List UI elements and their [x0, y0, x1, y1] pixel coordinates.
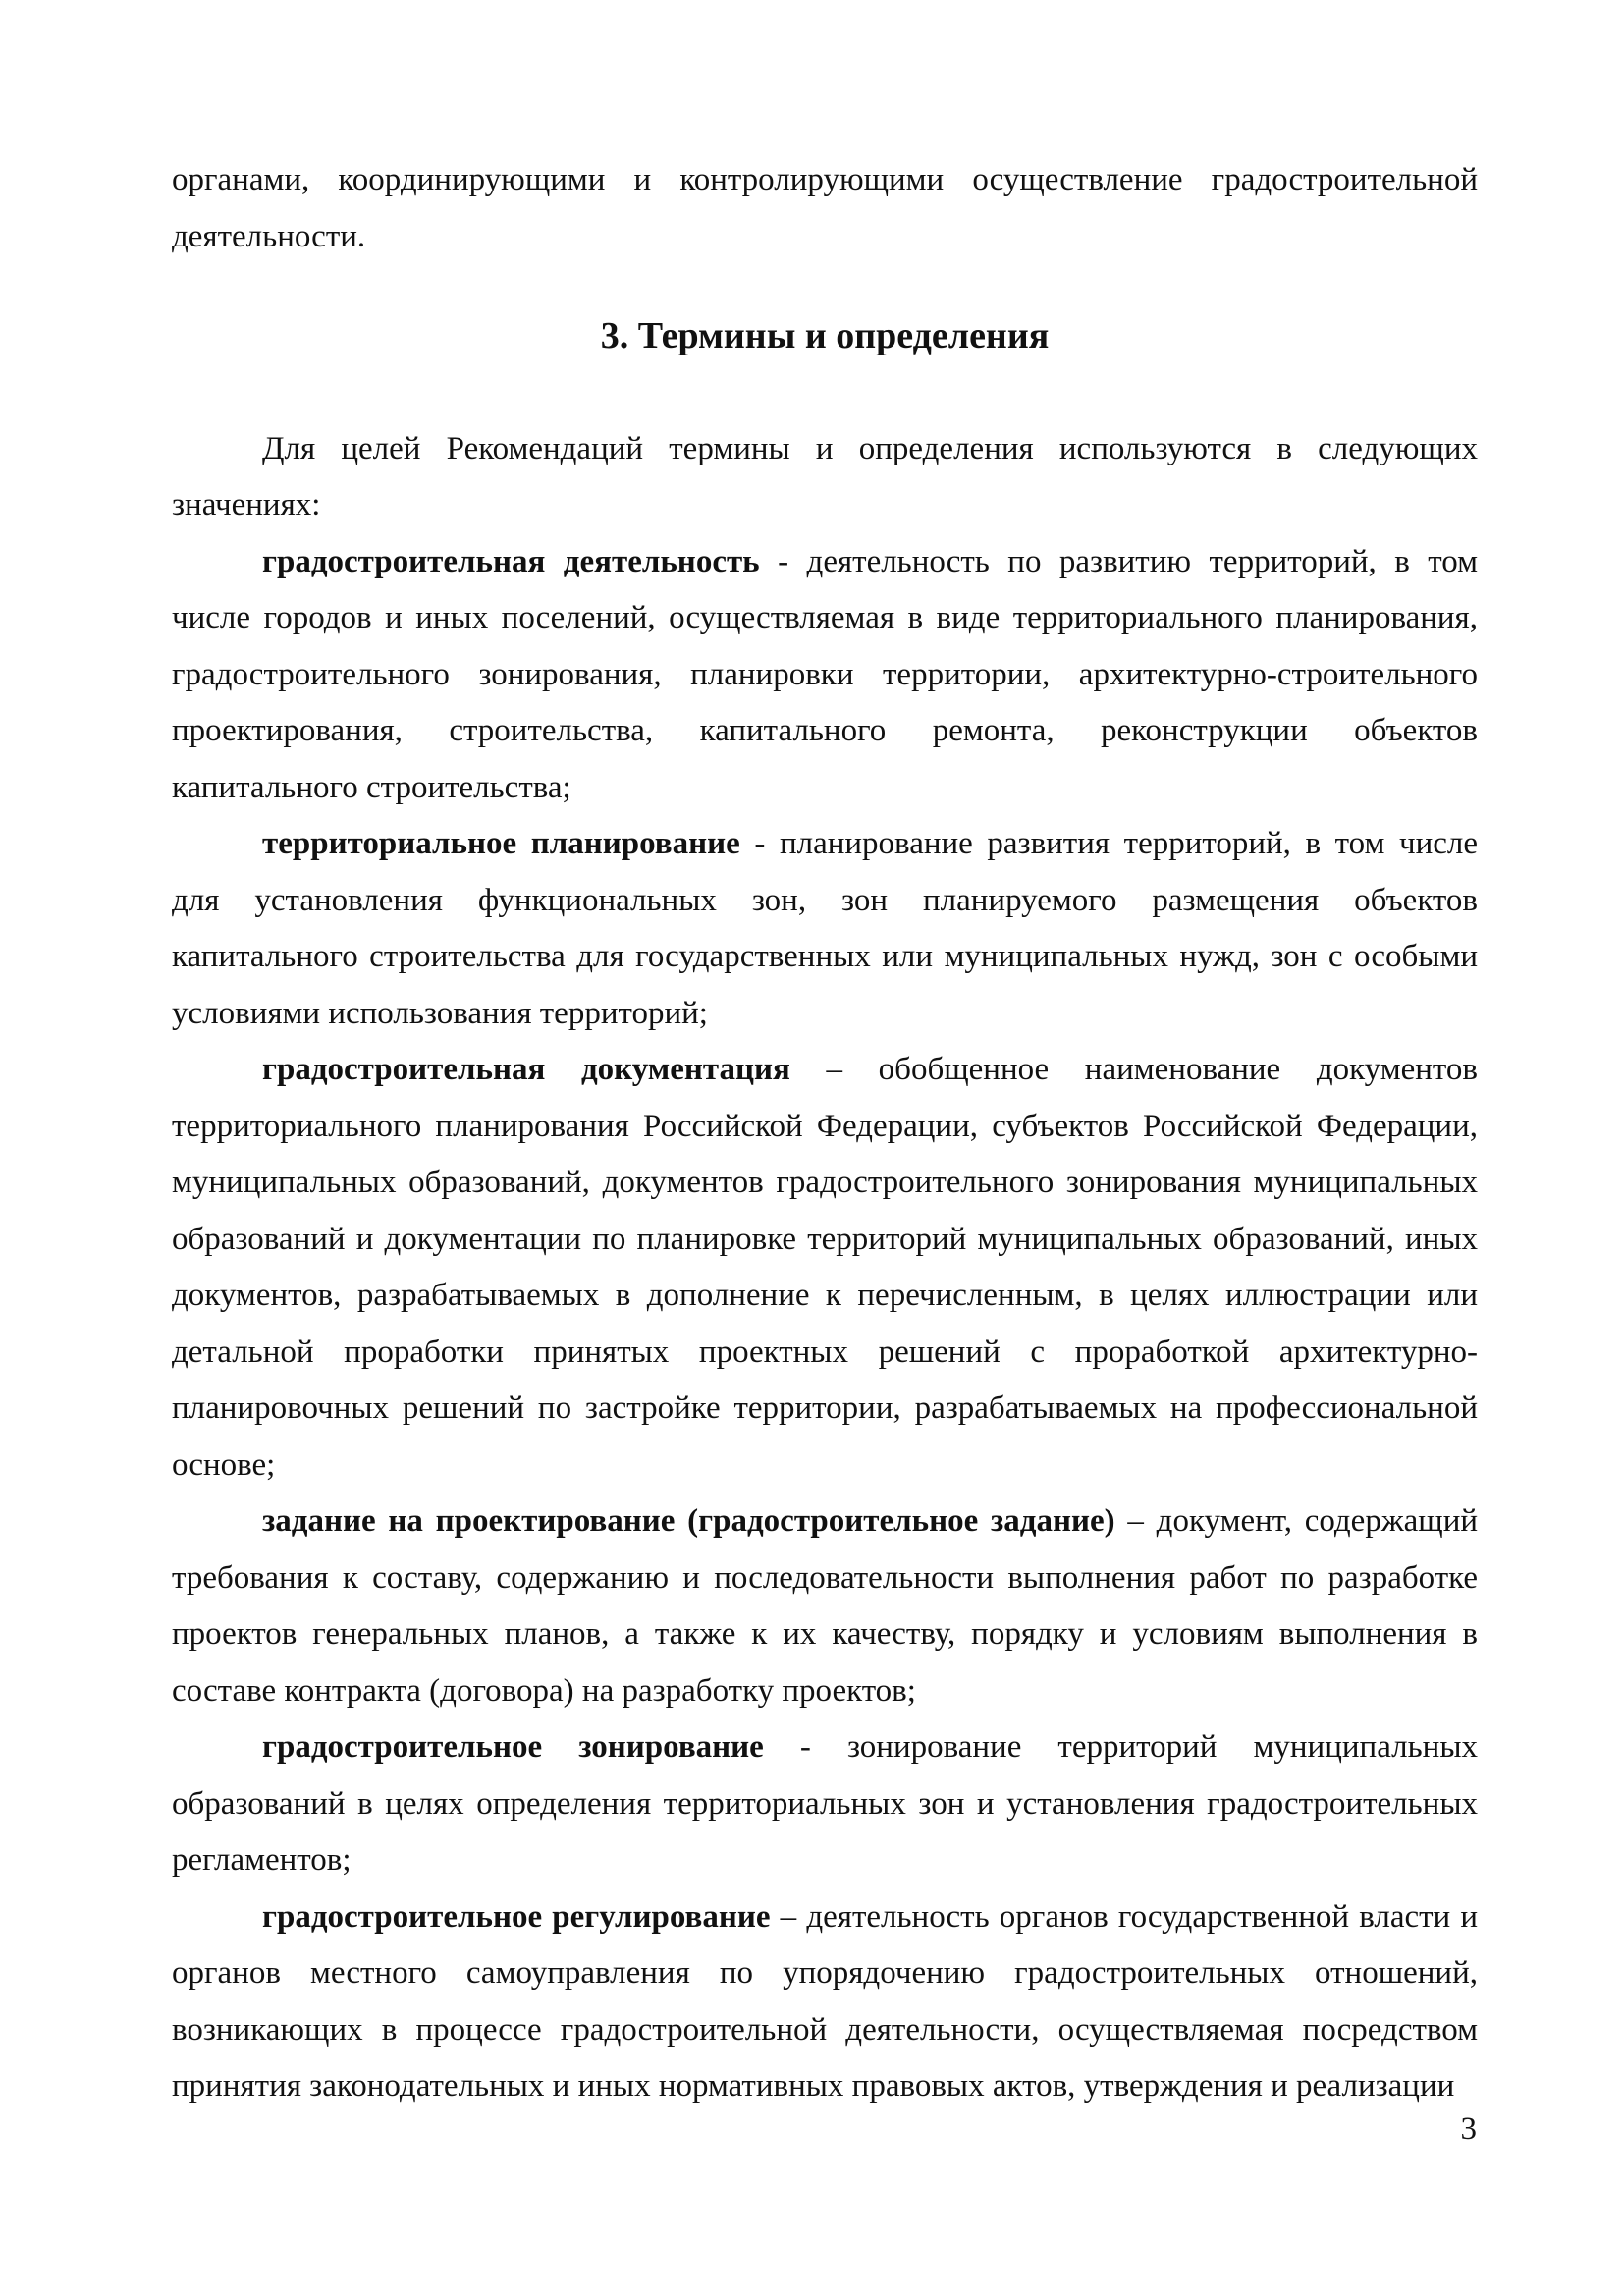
term-separator: - [739, 826, 780, 861]
page-number: 3 [1460, 2111, 1477, 2147]
term-paragraph [172, 1042, 1478, 1494]
term-separator: - [759, 543, 807, 579]
term-name: градостроительное регулирование [262, 1898, 771, 1935]
term-name: задание на проектирование (градостроительное задание) [262, 1503, 1115, 1539]
spacer [172, 265, 1478, 308]
term-paragraph [172, 1494, 1478, 1720]
term-definition: зонирование территорий муниципальных образований в целях определения территориальных зон и установления градостроительных регламентов; [172, 1729, 1478, 1878]
spacer [172, 365, 1478, 421]
term-definition: документ, содержащий требования к составу, содержанию и последовательности выполнения работ по разработке проектов генеральных планов, а также к их качеству, порядку и условиям выполнения в составе контракта (договора) на разработку проектов; [172, 1503, 1479, 1709]
term-name: территориальное планирование [262, 826, 740, 861]
term-definition: деятельность органов государственной власти и органов местного самоуправления по упорядочению градостроительных отношений, возникающих в процессе градостроительной деятельности, осуществляемая посредством принятия законодательных и иных нормативных правовых актов, утверждения и реализации [172, 1898, 1479, 2104]
section-heading: 3. Термины и определения [600, 315, 1050, 356]
term-separator: – [789, 1052, 879, 1087]
term-paragraph [172, 816, 1478, 1042]
term-separator: – [770, 1898, 807, 1935]
section-lead-paragraph: Для целей Рекомендаций термины и определения используются в следующих значениях: [172, 430, 1478, 522]
term-name: градостроительная деятельность [262, 543, 760, 579]
term-paragraph [172, 1889, 1478, 2115]
term-definition: планирование развития территорий, в том числе для установления функциональных зон, зон планируемого размещения объектов капитального строительства для государственных или муниципальных нужд, зон с особыми условиями использования территорий; [172, 826, 1479, 1031]
term-separator: – [1114, 1503, 1157, 1539]
term-definition: обобщенное наименование документов территориального планирования Российской Федерации, субъектов Российской Федерации, муниципальных образований, документов градостроительного зонирования муниципальных образований и документации по планировке территорий муниципальных образований, иных документов, разрабатываемых в дополнение к перечисленным, в целях иллюстрации или детальной проработки принятых проектных решений с проработкой архитектурно-планировочных решений по застройке территории, разрабатываемых на профессиональной основе; [172, 1052, 1478, 1483]
term-paragraph [172, 1720, 1478, 1889]
term-separator: - [763, 1729, 847, 1765]
term-name: градостроительное зонирование [262, 1729, 764, 1765]
term-paragraph [172, 534, 1478, 817]
document-page [172, 152, 1478, 2115]
intro-paragraph: органами, координирующими и контролирующими осуществление градостроительной деятельности. [172, 162, 1478, 254]
term-definition: деятельность по развитию территорий, в том числе городов и иных поселений, осуществляемая в виде территориального планирования, градостроительного зонирования, планировки территории, архитектурно-строительного проектирования, строительства, капитального ремонта, реконструкции объектов капитального строительства; [172, 543, 1478, 805]
term-name: градостроительная документация [262, 1052, 790, 1087]
